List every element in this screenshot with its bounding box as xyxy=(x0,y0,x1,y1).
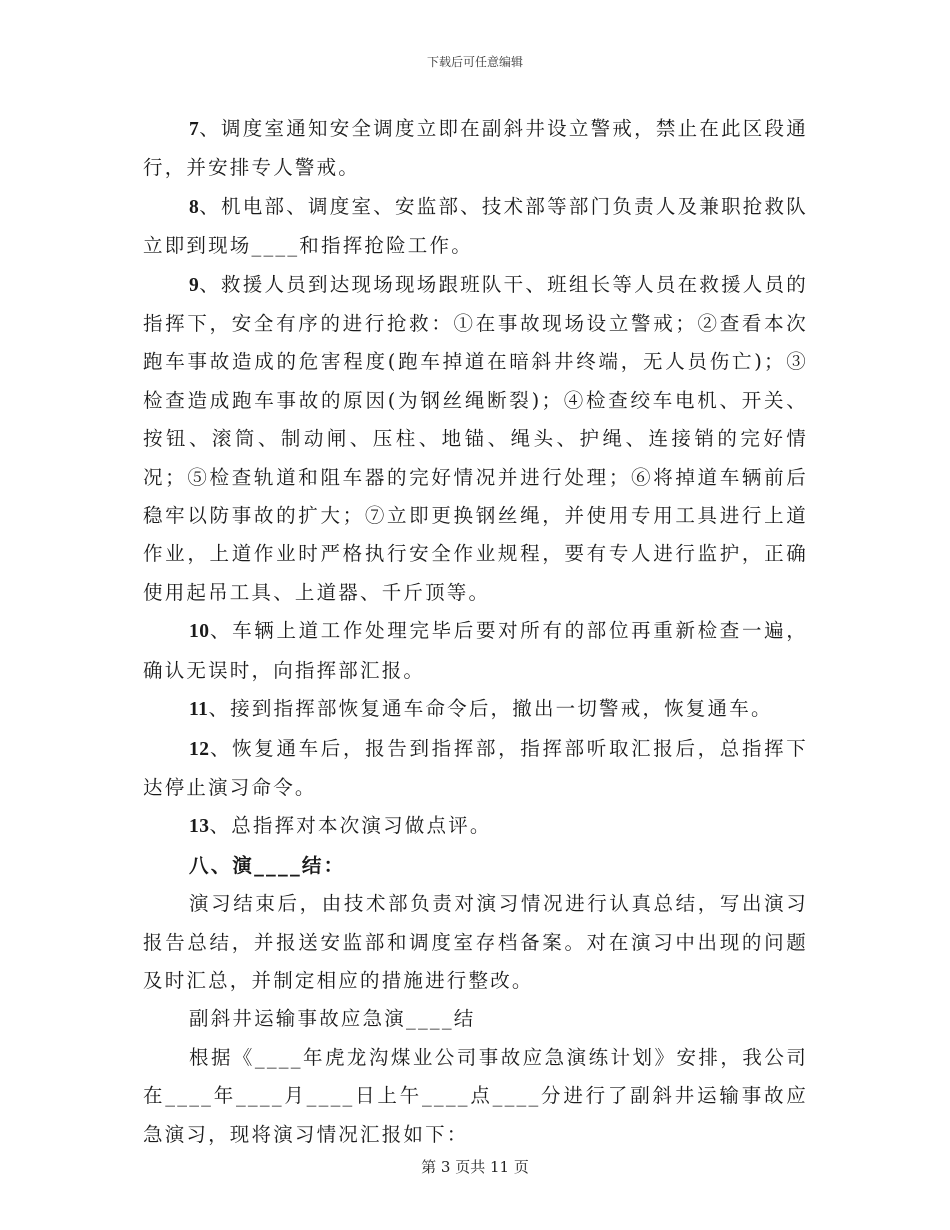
item-number: 11 xyxy=(189,699,209,721)
list-item-10 xyxy=(143,612,808,690)
item-text: 、总指挥对本次演习做点评。 xyxy=(209,814,492,838)
report-intro: 根据《____年虎龙沟煤业公司事故应急演练计划》安排，我公司在____年____月____日上午____点____分进行了副斜井运输事故应急演习，现将演习情况汇报如下： xyxy=(143,1045,808,1146)
item-text: 、救援人员到达现场现场跟班队干、班组长等人员在救援人员的指挥下，安全有序的进行抢救：①在事故现场设立警戒；②查看本次跑车事故造成的危害程度(跑车掉道在暗斜井终端，无人员伤亡)；③检查造成跑车事故的原因(为钢丝绳断裂)；④检查绞车电机、开关、按钮、滚筒、制动闸、压柱、地锚、绳头、护绳、连接销的完好情况；⑤检查轨道和阻车器的完好情况并进行处理；⑥将掉道车辆前后稳牢以防事故的扩大；⑦立即更换钢丝绳，并使用专用工具进行上道作业，上道作业时严格执行安全作业规程，要有专人进行监护，正确使用起吊工具、上道器、千斤顶等。 xyxy=(143,272,808,604)
document-body xyxy=(143,110,808,1154)
item-number: 12 xyxy=(189,738,210,760)
item-text: 、恢复通车后，报告到指挥部，指挥部听取汇报后，总指挥下达停止演习命令。 xyxy=(143,736,808,799)
list-item-12 xyxy=(143,730,808,808)
list-item-8 xyxy=(143,188,808,266)
item-number: 13 xyxy=(189,816,210,838)
item-number: 8 xyxy=(189,196,200,218)
item-text: 、调度室通知安全调度立即在副斜井设立警戒，禁止在此区段通行，并安排专人警戒。 xyxy=(143,117,808,180)
item-number: 9 xyxy=(189,274,200,296)
list-item-7 xyxy=(143,110,808,188)
item-text: 、机电部、调度室、安监部、技术部等部门负责人及兼职抢救队立即到现场____和指挥抢险工作。 xyxy=(143,194,808,258)
item-text: 、车辆上道工作处理完毕后要对所有的部位再重新检查一遍，确认无误时，向指挥部汇报。 xyxy=(143,619,808,682)
report-subtitle: 副斜井运输事故应急演____结 xyxy=(189,1007,476,1031)
section-heading: 八、演____结： xyxy=(189,853,346,877)
item-text: 、接到指挥部恢复通车命令后，撤出一切警戒，恢复通车。 xyxy=(208,697,773,721)
section-body: 演习结束后，由技术部负责对演习情况进行认真总结，写出演习报告总结，并报送安监部和调度室存档备案。对在演习中出现的问题及时汇总，并制定相应的措施进行整改。 xyxy=(143,892,808,992)
item-number: 7 xyxy=(189,119,200,140)
page-footer: 第 3 页共 11 页 xyxy=(421,1158,529,1176)
list-item-13 xyxy=(143,807,808,846)
list-item-11 xyxy=(143,690,808,729)
item-number: 10 xyxy=(189,621,210,643)
header-note: 下载后可任意编辑 xyxy=(426,55,523,69)
list-item-9 xyxy=(143,266,808,613)
